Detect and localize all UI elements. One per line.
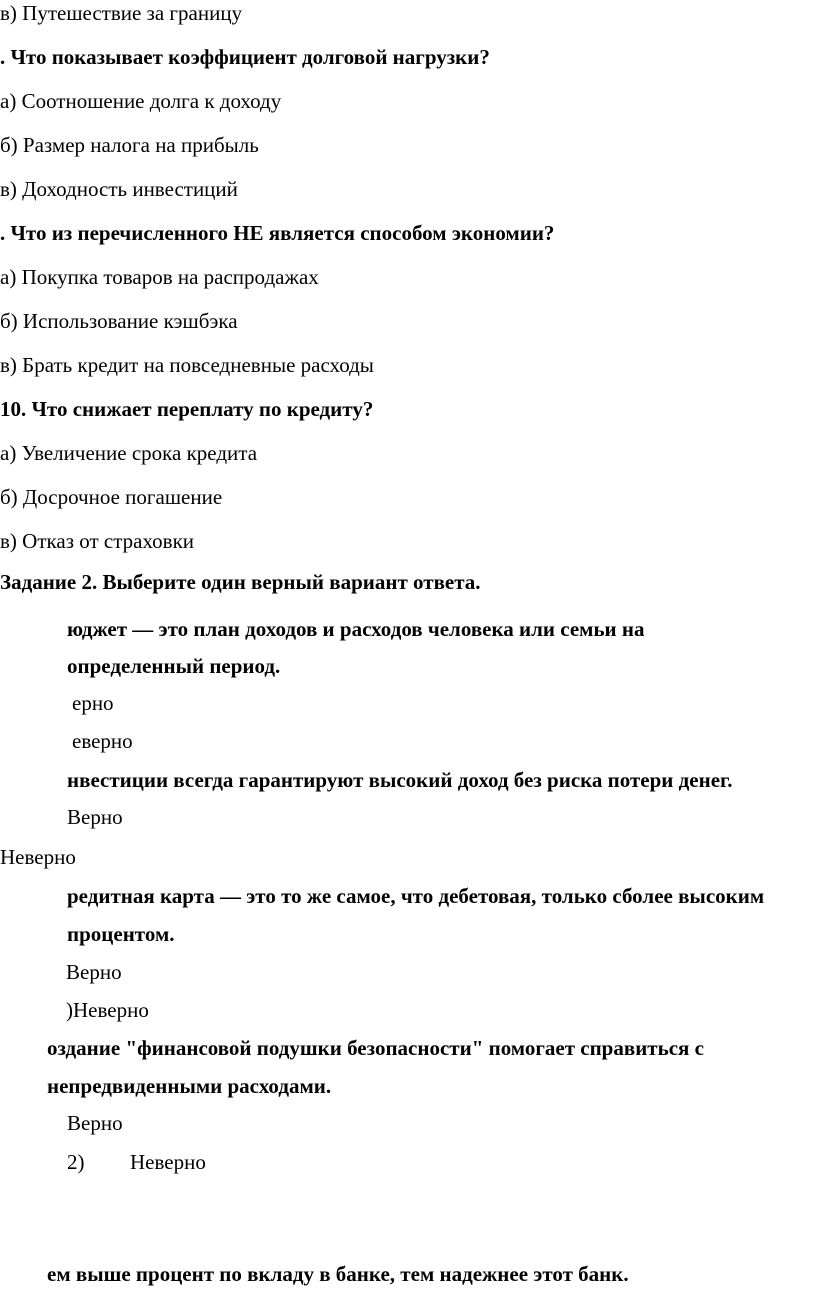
statement-text: юджет — это план доходов и расходов человека или семьи на: [67, 617, 645, 641]
question-heading: 10. Что снижает переплату по кредиту?: [0, 397, 374, 421]
statement-text: редитная карта — это то же самое, что дебетовая, только сболее высоким: [67, 884, 765, 908]
statement-text: определенный период.: [67, 654, 281, 678]
answer-line: б) Размер налога на прибыль: [0, 133, 259, 157]
answer-line: а) Увеличение срока кредита: [0, 441, 258, 465]
answer-line: а) Соотношение долга к доходу: [0, 89, 282, 113]
question-heading: . Что показывает коэффициент долговой нагрузки?: [0, 45, 490, 69]
answer-line: б) Досрочное погашение: [0, 485, 223, 509]
answer-line: а) Покупка товаров на распродажах: [0, 265, 319, 289]
answer-line: в) Доходность инвестиций: [0, 177, 238, 201]
option-line: ерно: [72, 691, 114, 715]
statement-text: непредвиденными расходами.: [47, 1074, 332, 1098]
answer-line: б) Использование кэшбэка: [0, 309, 238, 333]
answer-line: в) Путешествие за границу: [0, 1, 243, 25]
statement-text: процентом.: [67, 922, 175, 946]
option-line: Верно: [67, 805, 123, 829]
statement-text: нвестиции всегда гарантируют высокий доход без риска потери денег.: [67, 768, 733, 792]
answer-line: в) Брать кредит на повседневные расходы: [0, 353, 374, 377]
option-line: )Неверно: [66, 998, 149, 1022]
option-number: 2): [67, 1150, 85, 1174]
option-line: Неверно: [0, 845, 76, 869]
statement-text: оздание "финансовой подушки безопасности" помогает справиться с: [47, 1036, 704, 1060]
question-heading: . Что из перечисленного НЕ является способом экономии?: [0, 221, 555, 245]
task-heading: Задание 2. Выберите один верный вариант ответа.: [0, 570, 481, 594]
statement-text: ем выше процент по вкладу в банке, тем надежнее этот банк.: [47, 1262, 629, 1286]
option-line: еверно: [72, 729, 133, 753]
option-line: Верно: [66, 960, 122, 984]
answer-line: в) Отказ от страховки: [0, 529, 195, 553]
option-line: Неверно: [130, 1150, 206, 1174]
option-line: Верно: [67, 1111, 123, 1135]
